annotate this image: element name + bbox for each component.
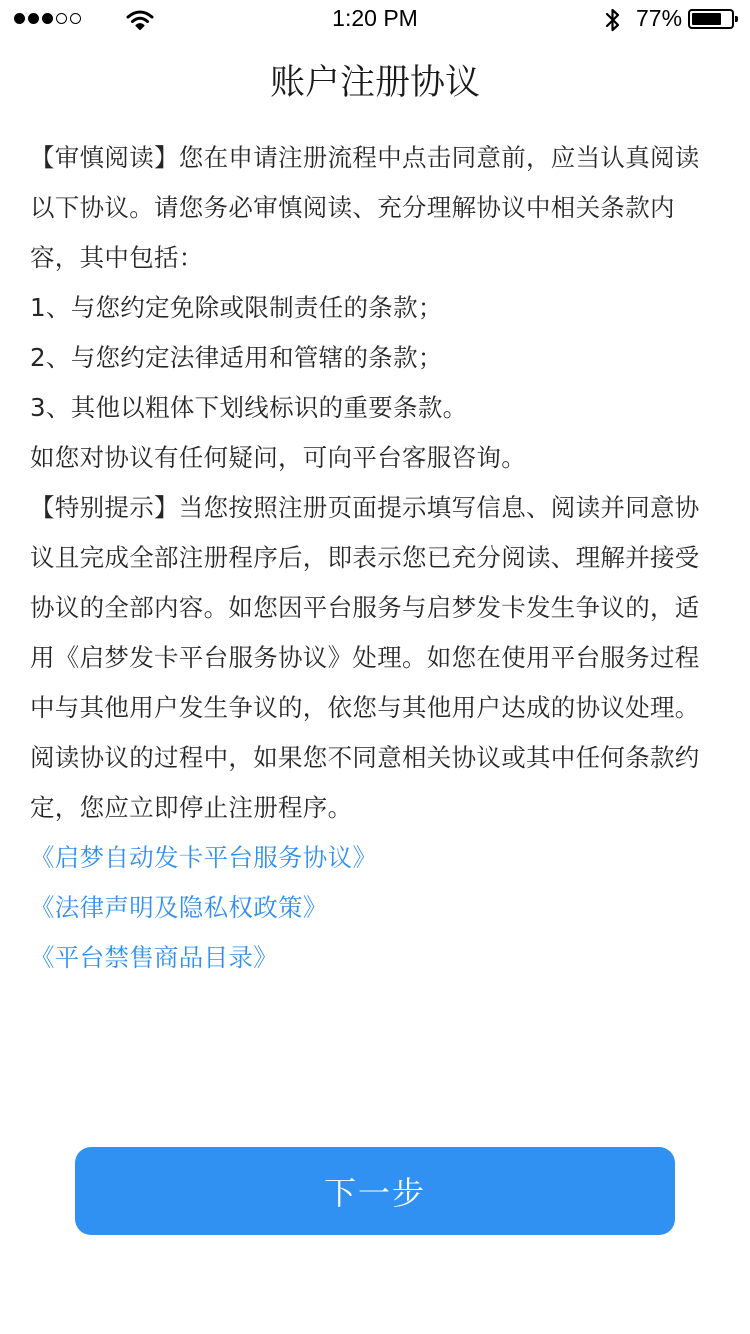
agreement-paragraph-special-notice: 【特别提示】当您按照注册页面提示填写信息、阅读并同意协议且完成全部注册程序后，即表示您已充分阅读、理解并接受协议的全部内容。如您因平台服务与启梦发卡发生争议的，适用《启梦发卡平台服务协议》处理。如您在使用平台服务过程中与其他用户发生争议的，依您与其他用户达成的协议处理。: [30, 493, 700, 722]
agreement-paragraph-contact: 如您对协议有任何疑问，可向平台客服咨询。: [30, 443, 526, 472]
battery-nub: [735, 16, 738, 22]
battery-percent: 77%: [636, 5, 683, 31]
agreement-content: [30, 133, 720, 983]
battery-fill: [692, 13, 721, 25]
next-step-button[interactable]: 下一步: [75, 1147, 675, 1235]
agreement-item-3: 3、其他以粗体下划线标识的重要条款。: [30, 393, 468, 422]
bluetooth-icon: [604, 7, 622, 33]
status-time: 1:20 PM: [332, 5, 418, 31]
battery-icon: [688, 9, 734, 29]
agreement-paragraph-careful-reading: 【审慎阅读】您在申请注册流程中点击同意前，应当认真阅读以下协议。请您务必审慎阅读、充分理解协议中相关条款内容，其中包括：: [30, 143, 700, 272]
status-bar: [0, 0, 750, 40]
link-platform-service-agreement[interactable]: 《启梦自动发卡平台服务协议》: [30, 843, 378, 872]
agreement-item-1: 1、与您约定免除或限制责任的条款；: [30, 293, 443, 322]
agreement-item-2: 2、与您约定法律适用和管辖的条款；: [30, 343, 443, 372]
link-prohibited-goods-list[interactable]: 《平台禁售商品目录》: [30, 943, 278, 972]
link-legal-privacy-policy[interactable]: 《法律声明及隐私权政策》: [30, 893, 328, 922]
agreement-paragraph-stop-notice: 阅读协议的过程中，如果您不同意相关协议或其中任何条款约定，您应立即停止注册程序。: [30, 743, 700, 822]
page-title: 账户注册协议: [269, 63, 480, 103]
